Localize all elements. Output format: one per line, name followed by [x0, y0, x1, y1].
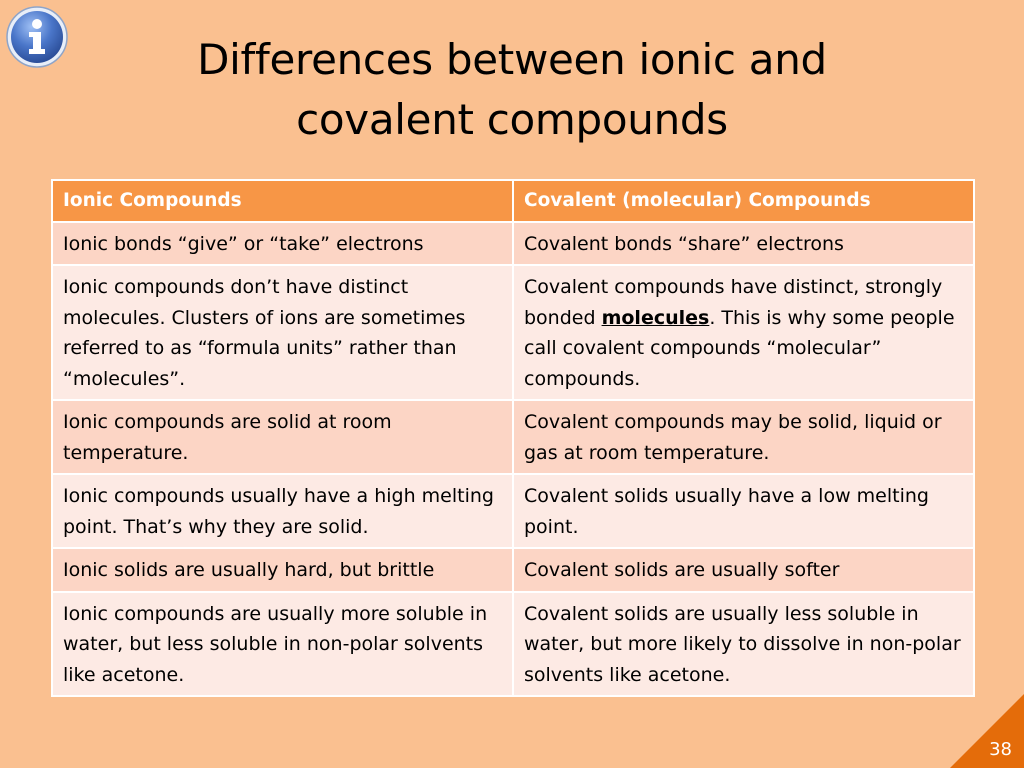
cell-ionic: Ionic compounds are usually more soluble in water, but less soluble in non-polar solvents like acetone.: [52, 592, 513, 697]
slide-title-line2: covalent compounds: [296, 95, 728, 144]
table-header-row: [52, 180, 974, 222]
table-row: [52, 400, 974, 474]
cell-covalent: Covalent solids usually have a low melting point.: [513, 474, 974, 548]
cell-ionic: Ionic compounds don’t have distinct molecules. Clusters of ions are sometimes referred to as “formula units” rather than “molecules”.: [52, 265, 513, 400]
cell-covalent: [513, 265, 974, 400]
comparison-table: [51, 179, 975, 697]
corner-triangle: [950, 694, 1024, 768]
cell-ionic: Ionic solids are usually hard, but brittle: [52, 548, 513, 592]
emphasis-molecules: molecules: [601, 306, 710, 329]
table-row: [52, 222, 974, 266]
cell-text: . This is why some people call covalent compounds “molecular” compounds.: [524, 306, 955, 390]
cell-covalent: Covalent solids are usually softer: [513, 548, 974, 592]
slide-title-line1: Differences between ionic and: [197, 35, 827, 84]
table-row: [52, 265, 974, 400]
table-row: [52, 474, 974, 548]
cell-covalent: Covalent bonds “share” electrons: [513, 222, 974, 266]
cell-ionic: Ionic bonds “give” or “take” electrons: [52, 222, 513, 266]
slide-title: [0, 30, 1024, 150]
table-row: [52, 592, 974, 697]
table-row: [52, 548, 974, 592]
cell-covalent: Covalent solids are usually less soluble in water, but more likely to dissolve in non-polar solvents like acetone.: [513, 592, 974, 697]
header-covalent: Covalent (molecular) Compounds: [513, 180, 974, 222]
header-ionic: Ionic Compounds: [52, 180, 513, 222]
cell-text: Covalent compounds have distinct, strongly bonded: [524, 276, 943, 329]
cell-ionic: Ionic compounds usually have a high melting point. That’s why they are solid.: [52, 474, 513, 548]
cell-covalent: Covalent compounds may be solid, liquid or gas at room temperature.: [513, 400, 974, 474]
cell-ionic: Ionic compounds are solid at room temperature.: [52, 400, 513, 474]
slide-number: 38: [989, 739, 1012, 760]
